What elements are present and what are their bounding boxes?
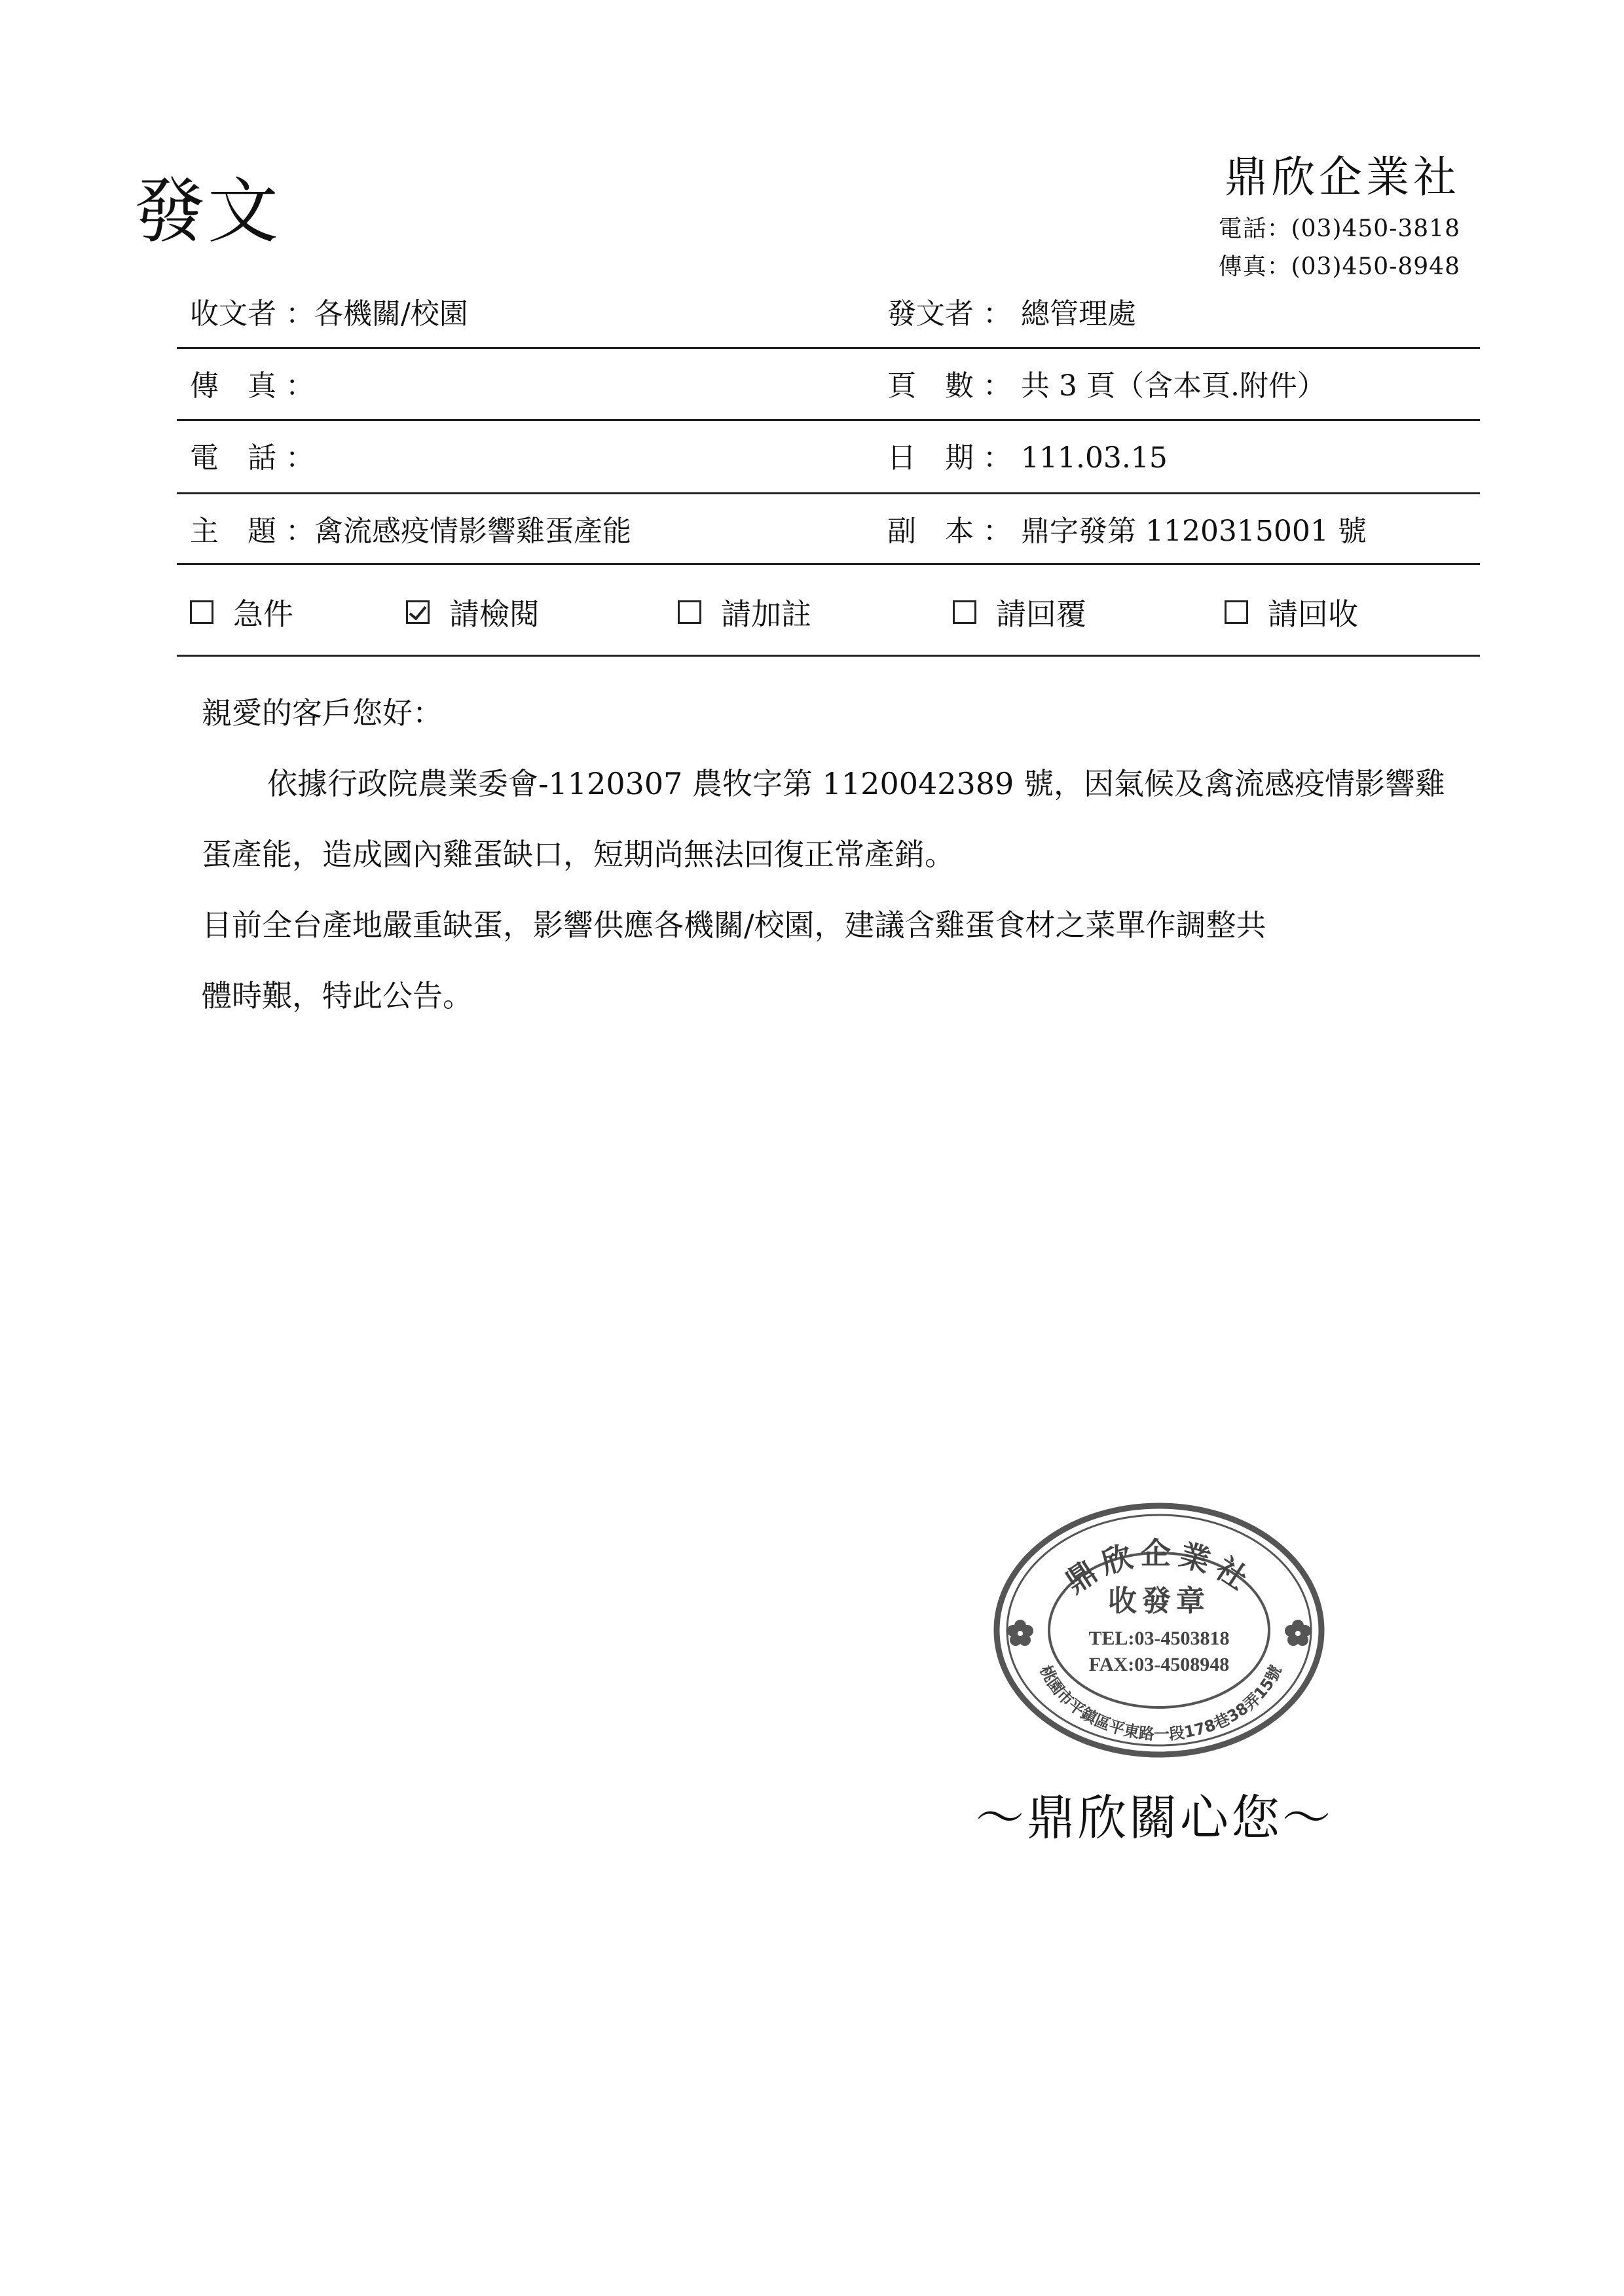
checkbox-return-box[interactable] bbox=[1225, 600, 1248, 624]
row-divider bbox=[177, 563, 1480, 565]
subject-field: 主 題 ：禽流感疫情影響雞蛋產能 bbox=[190, 515, 631, 548]
company-phone: 電話：(03)450-3818 bbox=[1218, 215, 1460, 242]
checkbox-annotate-label: 請加註 bbox=[721, 596, 811, 632]
document-title: 發文 bbox=[134, 171, 282, 253]
pages-field: 頁 數 ： 共 3 頁（含本頁.附件） bbox=[887, 369, 1326, 403]
date-field: 日 期 ： 111.03.15 bbox=[887, 441, 1168, 475]
field-row-recipient-sender bbox=[177, 278, 1480, 344]
field-row-subject-copy bbox=[177, 496, 1480, 561]
checkbox-review-box[interactable] bbox=[406, 600, 430, 624]
greeting: 親愛的客戶您好： bbox=[202, 695, 443, 731]
phone-field: 電 話 ： bbox=[190, 441, 314, 475]
checkbox-urgent-box[interactable] bbox=[190, 600, 213, 624]
section-divider bbox=[177, 655, 1480, 657]
body-paragraph: 依據行政院農業委會-1120307 農牧字第 1120042389 號，因氣候及禽流感疫情影響雞蛋產能，造成國內雞蛋缺口，短期尚無法回復正常產銷。 bbox=[202, 766, 1445, 872]
svg-text:桃園市平鎮區平東路一段178巷38弄15號: 桃園市平鎮區平東路一段178巷38弄15號 bbox=[1036, 1662, 1285, 1744]
checkbox-return-label: 請回收 bbox=[1268, 596, 1358, 632]
checkbox-annotate-box[interactable] bbox=[678, 600, 701, 624]
checkbox-return[interactable] bbox=[1225, 576, 1358, 648]
checkbox-urgent-label: 急件 bbox=[233, 596, 293, 632]
checkbox-annotate[interactable] bbox=[678, 576, 811, 648]
field-row-phone-date bbox=[177, 422, 1480, 488]
letter-body bbox=[202, 678, 1459, 1031]
company-name: 鼎欣企業社 bbox=[1225, 152, 1460, 202]
checkbox-review[interactable] bbox=[406, 576, 540, 648]
field-row-fax-pages bbox=[177, 350, 1480, 416]
svg-text:鼎欣企業社: 鼎欣企業社 bbox=[1058, 1535, 1260, 1600]
checkbox-reply[interactable] bbox=[953, 576, 1086, 648]
checkbox-reply-label: 請回覆 bbox=[996, 596, 1086, 632]
sender-field: 發文者 ： 總管理處 bbox=[887, 297, 1136, 331]
svg-text:TEL:03-4503818: TEL:03-4503818 bbox=[1088, 1628, 1230, 1649]
company-fax: 傳真：(03)450-8948 bbox=[1218, 253, 1460, 280]
row-divider bbox=[177, 347, 1480, 349]
checkbox-review-label: 請檢閱 bbox=[449, 596, 540, 632]
row-divider bbox=[177, 492, 1480, 494]
body-paragraph: 目前全台產地嚴重缺蛋，影響供應各機關/校園，建議含雞蛋食材之菜單作調整共 bbox=[202, 907, 1266, 943]
svg-text:收發章: 收發章 bbox=[1108, 1584, 1210, 1618]
row-divider bbox=[177, 419, 1480, 421]
action-checkboxes bbox=[177, 576, 1480, 648]
checkbox-reply-box[interactable] bbox=[953, 600, 976, 624]
copy-field: 副 本 ： 鼎字發第 1120315001 號 bbox=[887, 515, 1367, 548]
checkbox-urgent[interactable] bbox=[190, 576, 293, 648]
fax-field: 傳 真 ： bbox=[190, 369, 314, 403]
svg-text:FAX:03-4508948: FAX:03-4508948 bbox=[1088, 1654, 1230, 1675]
company-seal-stamp bbox=[989, 1499, 1329, 1761]
body-paragraph: 體時艱，特此公告。 bbox=[202, 978, 473, 1013]
seal-graphic bbox=[989, 1499, 1329, 1761]
recipient-field: 收文者 ：各機關/校園 bbox=[190, 297, 468, 331]
closing-slogan: ～鼎欣關心您～ bbox=[976, 1790, 1333, 1846]
